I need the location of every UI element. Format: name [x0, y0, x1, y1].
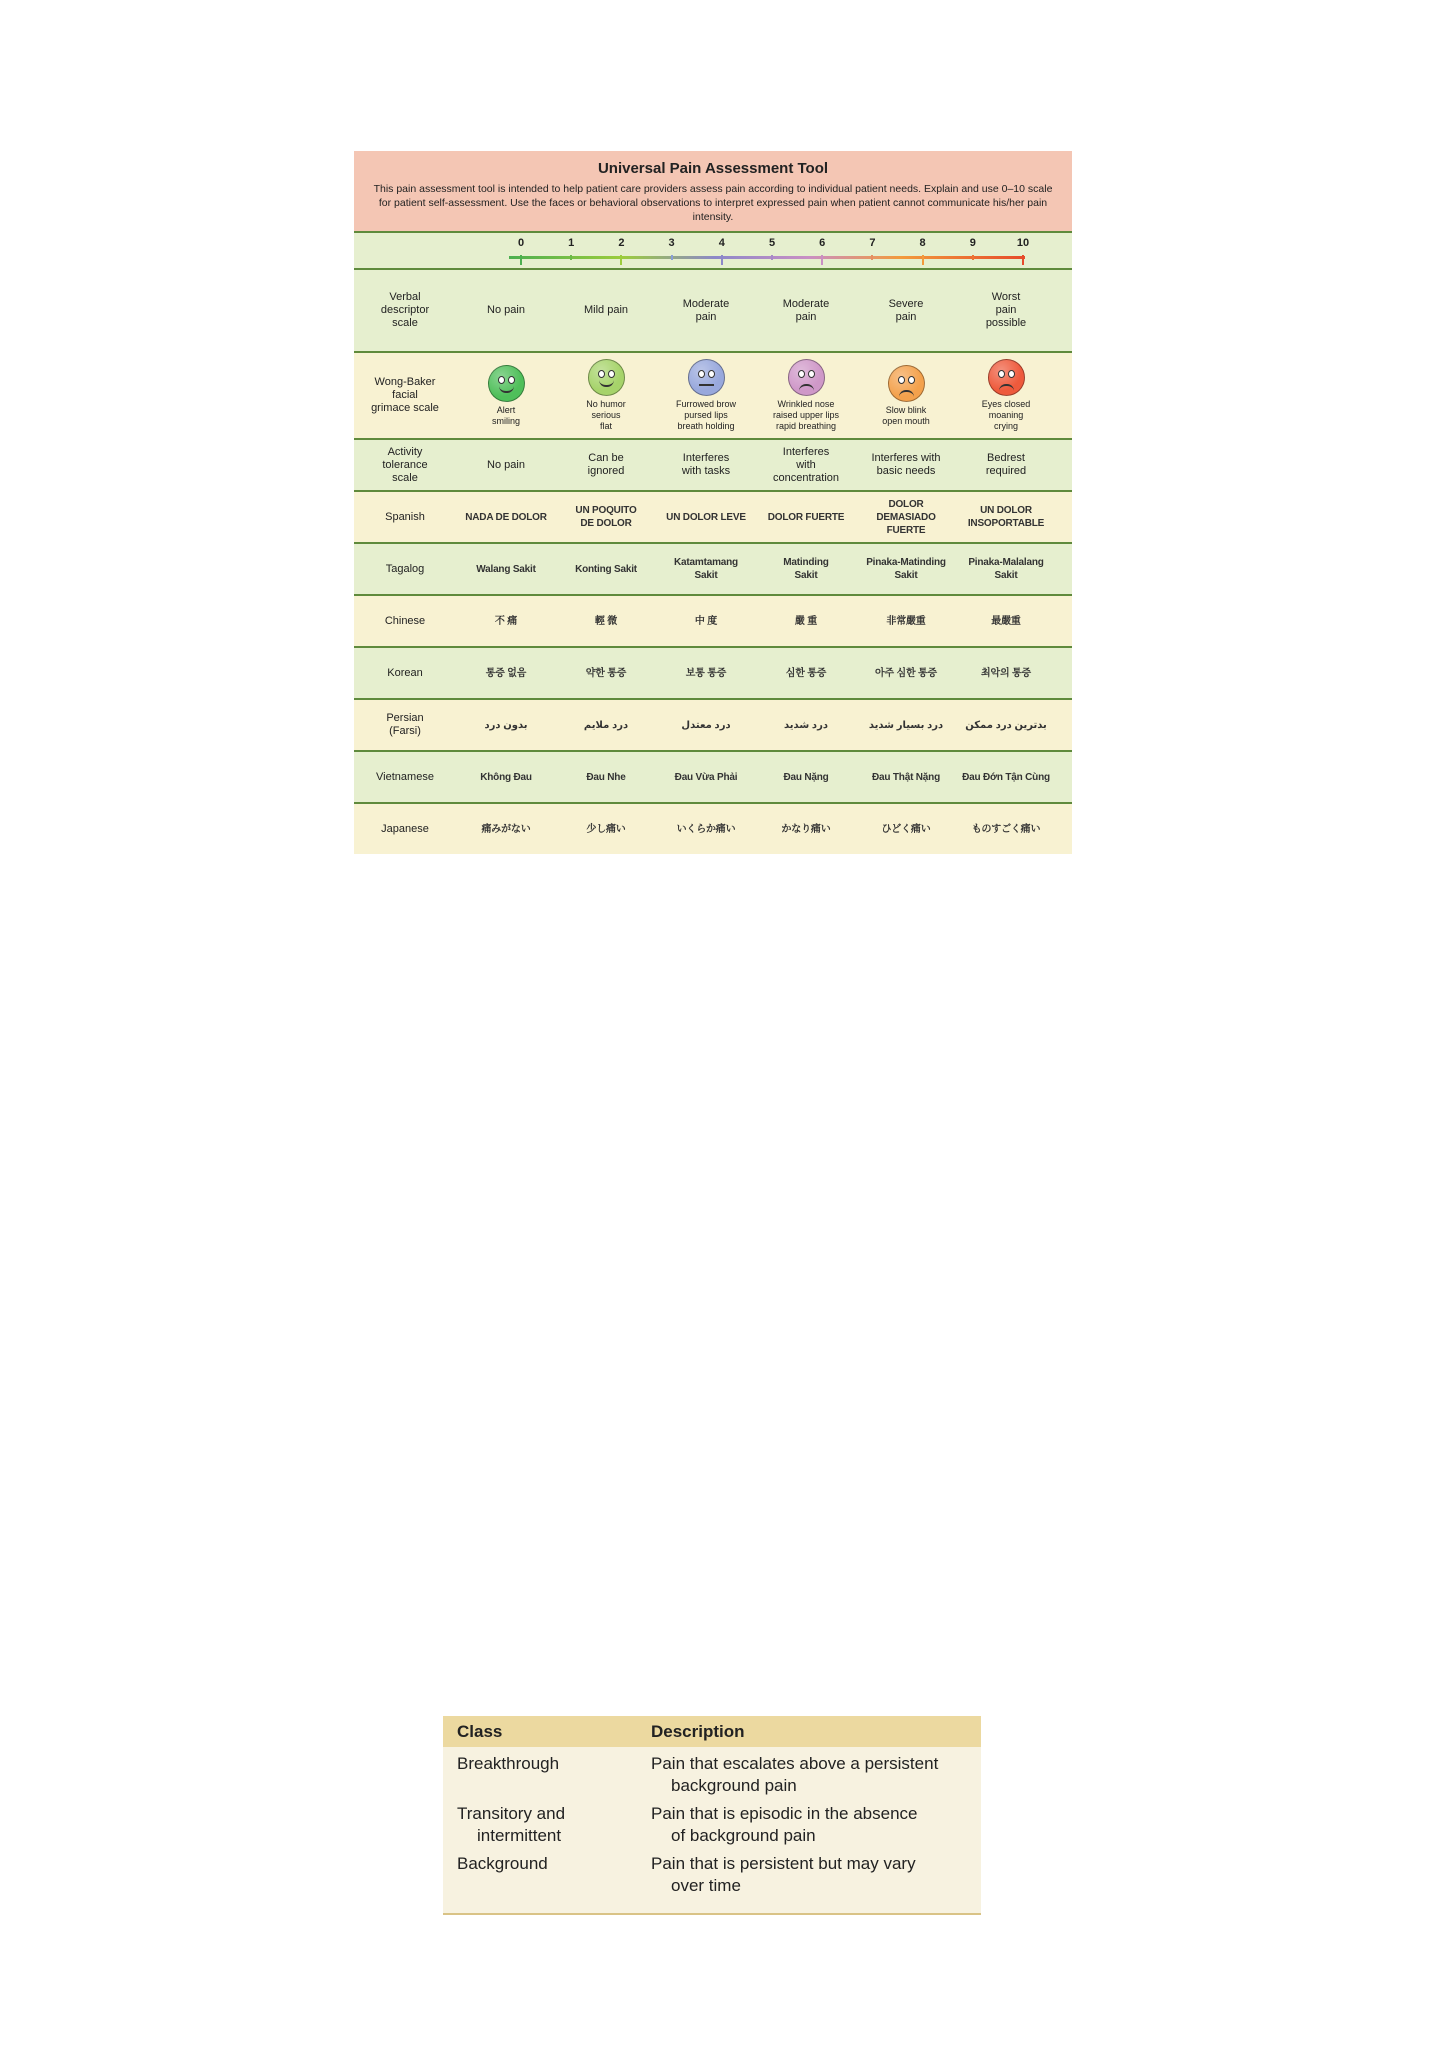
- text-line: INSOPORTABLE: [967, 518, 1045, 529]
- mouth-icon: [999, 384, 1014, 391]
- translation-cell: [956, 823, 1056, 836]
- text-line: No pain: [487, 458, 525, 471]
- text-line: DEMASIADO FUERTE: [876, 511, 936, 536]
- text-line: smiling: [491, 415, 520, 426]
- scale-cell: [956, 452, 1056, 478]
- face-description: [982, 399, 1031, 432]
- text-line: 아주 심한 통증: [875, 667, 937, 679]
- mouth-icon: [499, 386, 514, 393]
- translation-cell: [556, 615, 656, 628]
- text-line: Verbal: [389, 291, 421, 303]
- scale-cell: [556, 304, 656, 317]
- text-line: Slow blink: [885, 404, 927, 415]
- text-line: Persian: [386, 712, 424, 724]
- translation-cell: [456, 615, 556, 628]
- eye-icon: [808, 370, 815, 378]
- text-line: basic needs: [876, 465, 936, 477]
- text-line: 少し痛い: [586, 823, 626, 835]
- class-cell: [443, 1803, 651, 1847]
- scale-cell: [556, 452, 656, 478]
- text-line: Tagalog: [385, 562, 425, 575]
- text-line: Wrinkled nose: [777, 399, 835, 409]
- translation-cell: [956, 719, 1056, 732]
- text-line: 中 度: [694, 615, 718, 627]
- text-line: DOLOR: [888, 498, 924, 510]
- text-line: Can be: [588, 452, 624, 464]
- scale-tick: [871, 255, 873, 260]
- translation-cell: [756, 556, 856, 582]
- text-line: Sakit: [894, 570, 918, 581]
- text-line: Moderate: [782, 297, 830, 310]
- text-line: grimace scale: [371, 402, 439, 414]
- text-line: UN DOLOR LEVE: [666, 511, 746, 523]
- scale-number: 7: [869, 237, 876, 249]
- text-line: 不 痛: [494, 615, 518, 627]
- text-line: scale: [392, 317, 418, 329]
- face-description: [586, 399, 626, 432]
- text-line: UN DOLOR: [980, 505, 1032, 516]
- class-row: [443, 1803, 981, 1847]
- text-line: Bedrest: [987, 452, 1025, 464]
- text-line: Chinese: [384, 614, 426, 627]
- eye-icon: [708, 370, 715, 378]
- description-cell: [651, 1803, 981, 1847]
- mouth-icon: [799, 384, 814, 391]
- scale-cell: [856, 452, 956, 478]
- class-text: intermittent: [477, 1826, 562, 1845]
- translation-cell: [656, 511, 756, 524]
- translation-cell: [456, 771, 556, 784]
- text-line: Pinaka-Malalang: [968, 557, 1044, 568]
- translation-cell: [856, 615, 956, 628]
- row-label: [354, 291, 456, 330]
- text-line: Wong-Baker: [374, 376, 436, 388]
- text-line: open mouth: [882, 415, 930, 426]
- description-header: Description: [651, 1721, 745, 1741]
- face-cell: [756, 359, 856, 432]
- row-label: [354, 446, 456, 485]
- text-line: scale: [392, 471, 418, 484]
- eye-icon: [1008, 370, 1015, 378]
- translation-cell: [956, 771, 1056, 784]
- description-text: Pain that escalates above a persistent: [651, 1754, 939, 1773]
- translation-cell: [456, 719, 556, 732]
- translation-cell: [656, 719, 756, 732]
- text-line: DE DOLOR: [580, 518, 632, 529]
- face-icon: [688, 359, 725, 396]
- scale-tick: [1022, 255, 1024, 265]
- text-line: Eyes closed: [981, 399, 1031, 409]
- face-icon: [988, 359, 1025, 396]
- scale-tick: [570, 255, 572, 260]
- description-text: background pain: [671, 1776, 797, 1795]
- scale-tick: [771, 255, 773, 260]
- class-table-header: [443, 1716, 981, 1747]
- text-line: pain: [795, 310, 817, 323]
- scale-number: 4: [718, 237, 725, 249]
- text-line: breath holding: [677, 421, 735, 431]
- face-cell: [456, 365, 556, 427]
- assessment-row: [354, 490, 1072, 542]
- translation-cell: [756, 511, 856, 524]
- text-line: Đau Nhe: [586, 771, 626, 783]
- assessment-row: [354, 750, 1072, 802]
- translation-cell: [556, 667, 656, 680]
- translation-cell: [756, 667, 856, 680]
- text-line: Sakit: [694, 570, 718, 581]
- scale-number: 2: [618, 237, 625, 249]
- description-text: Pain that is episodic in the absence: [651, 1804, 918, 1823]
- class-text: Background: [457, 1854, 548, 1873]
- text-line: Worst: [991, 291, 1021, 303]
- translation-cell: [756, 771, 856, 784]
- text-line: ものすごく痛い: [971, 823, 1041, 835]
- row-label: [354, 615, 456, 628]
- text-line: 嚴 重: [794, 615, 818, 627]
- text-line: facial: [392, 389, 418, 401]
- text-line: Vietnamese: [376, 770, 434, 783]
- eye-icon: [598, 370, 605, 378]
- text-line: Moderate: [682, 297, 730, 310]
- pain-class-table: [443, 1716, 981, 1915]
- face-cell: [556, 359, 656, 432]
- translation-cell: [856, 556, 956, 582]
- class-header: Class: [457, 1721, 503, 1741]
- scale-tick: [821, 255, 823, 265]
- face-description: [676, 399, 736, 432]
- translation-cell: [456, 563, 556, 576]
- scale-cell: [456, 459, 556, 472]
- face-icon: [888, 365, 925, 402]
- text-line: Japanese: [381, 822, 429, 835]
- row-label: [354, 712, 456, 738]
- class-text: Breakthrough: [457, 1754, 560, 1773]
- text-line: Walang Sakit: [476, 563, 536, 575]
- text-line: Korean: [387, 666, 423, 679]
- text-line: ひどく痛い: [881, 823, 931, 835]
- class-cell: [443, 1753, 651, 1797]
- eye-icon: [608, 370, 615, 378]
- row-label: [354, 563, 456, 576]
- text-line: Sakit: [994, 570, 1018, 581]
- text-line: moaning: [988, 410, 1024, 420]
- scale-cell: [456, 304, 556, 317]
- text-line: Matinding: [783, 557, 829, 568]
- text-line: tolerance: [382, 458, 428, 471]
- scale-number: 9: [969, 237, 976, 249]
- translation-cell: [856, 498, 956, 537]
- text-line: 심한 통증: [785, 667, 827, 679]
- class-row: [443, 1853, 981, 1897]
- text-line: درد ملايم: [583, 719, 629, 731]
- text-line: درد معتدل: [681, 719, 731, 731]
- translation-cell: [756, 823, 856, 836]
- scale-number: 3: [668, 237, 675, 249]
- eye-icon: [908, 376, 915, 384]
- translation-cell: [556, 504, 656, 530]
- text-line: درد بسيار شديد: [868, 719, 944, 731]
- text-line: 통증 없음: [485, 667, 527, 679]
- text-line: Interferes: [782, 445, 830, 458]
- translation-cell: [956, 556, 1056, 582]
- text-line: rapid breathing: [775, 421, 837, 431]
- text-line: Katamtamang: [674, 557, 738, 568]
- text-line: 輕 微: [594, 615, 618, 627]
- eye-icon: [998, 370, 1005, 378]
- assessment-row: [354, 351, 1072, 438]
- assessment-row: [354, 646, 1072, 698]
- text-line: Không Đau: [480, 771, 532, 783]
- scale-tick: [972, 255, 974, 260]
- text-line: descriptor: [380, 304, 430, 316]
- scale-cell: [756, 446, 856, 485]
- text-line: flat: [599, 421, 612, 431]
- eye-icon: [498, 376, 505, 384]
- assessment-row: [354, 802, 1072, 854]
- class-cell: [443, 1853, 651, 1897]
- tool-header: [354, 151, 1072, 231]
- text-line: Đau Đớn Tận Cùng: [962, 771, 1050, 783]
- text-line: 약한 통증: [585, 667, 627, 679]
- translation-cell: [756, 719, 856, 732]
- eye-icon: [798, 370, 805, 378]
- translation-cell: [456, 511, 556, 524]
- text-line: Interferes: [682, 452, 730, 464]
- text-line: Severe: [888, 297, 924, 310]
- class-table-body: [443, 1747, 981, 1915]
- face-description: [492, 405, 520, 427]
- row-label: [354, 771, 456, 784]
- eye-icon: [508, 376, 515, 384]
- text-line: crying: [993, 421, 1018, 431]
- face-cell: [956, 359, 1056, 432]
- scale-number: 1: [568, 237, 575, 249]
- text-line: ignored: [587, 465, 625, 477]
- translation-cell: [756, 615, 856, 628]
- class-row: [443, 1753, 981, 1797]
- assessment-row: [354, 438, 1072, 490]
- translation-cell: [956, 615, 1056, 628]
- text-line: いくらか痛い: [676, 823, 736, 835]
- scale-gradient-line: [509, 256, 1025, 259]
- mouth-icon: [899, 390, 914, 397]
- translation-cell: [656, 556, 756, 582]
- tool-title: Universal Pain Assessment Tool: [597, 160, 829, 177]
- row-label: [354, 823, 456, 836]
- assessment-row: [354, 698, 1072, 750]
- eye-icon: [898, 376, 905, 384]
- translation-cell: [456, 823, 556, 836]
- text-line: NADA DE DOLOR: [465, 511, 547, 523]
- scale-cell: [856, 298, 956, 324]
- face-icon: [488, 365, 525, 402]
- translation-cell: [456, 667, 556, 680]
- text-line: Activity: [387, 445, 423, 458]
- translation-cell: [556, 771, 656, 784]
- text-line: 最嚴重: [991, 615, 1021, 627]
- text-line: Alert: [496, 404, 516, 415]
- text-line: pain: [895, 310, 917, 323]
- text-line: Mild pain: [583, 304, 629, 316]
- text-line: Interferes with: [871, 452, 941, 464]
- face-description: [773, 399, 839, 432]
- translation-cell: [656, 667, 756, 680]
- row-label: [354, 667, 456, 680]
- assessment-row: [354, 542, 1072, 594]
- numeric-scale: [354, 231, 1072, 270]
- face-icon: [588, 359, 625, 396]
- eye-icon: [698, 370, 705, 378]
- description-text: of background pain: [671, 1826, 816, 1845]
- translation-cell: [656, 615, 756, 628]
- row-label: [354, 511, 456, 524]
- text-line: 非常嚴重: [886, 615, 926, 627]
- scale-cell: [756, 298, 856, 324]
- translation-cell: [956, 504, 1056, 530]
- text-line: بدون درد: [484, 719, 528, 731]
- scale-number: 0: [517, 237, 525, 249]
- text-line: possible: [985, 317, 1027, 329]
- translation-cell: [956, 667, 1056, 680]
- scale-tick: [922, 255, 924, 265]
- assessment-row: [354, 268, 1072, 351]
- text-line: with tasks: [681, 465, 731, 477]
- text-line: かなり痛い: [781, 823, 831, 835]
- text-line: 보통 통증: [685, 667, 727, 679]
- text-line: No pain: [487, 304, 525, 316]
- text-line: درد شديد: [784, 719, 828, 731]
- text-line: required: [985, 465, 1027, 477]
- text-line: Đau Thật Nặng: [872, 771, 940, 783]
- face-description: [882, 405, 930, 427]
- text-line: pain: [695, 310, 717, 323]
- text-line: pain: [995, 304, 1017, 316]
- translation-cell: [856, 719, 956, 732]
- scale-cell: [956, 291, 1056, 330]
- translation-cell: [556, 563, 656, 576]
- mouth-icon: [599, 380, 614, 387]
- text-line: Konting Sakit: [575, 563, 637, 575]
- text-line: (Farsi): [389, 725, 421, 737]
- scale-cell: [656, 298, 756, 324]
- text-line: بدترين درد ممكن: [965, 719, 1047, 731]
- text-line: DOLOR FUERTE: [767, 511, 845, 523]
- text-line: UN POQUITO: [575, 505, 637, 516]
- tool-intro: This pain assessment tool is intended to help patient care providers assess pain according to individual patient needs. Explain and use 0–10 scale for patient self-assessment. Use the faces or behavioral observations to interpret expressed pain when patient cannot communicate his/her pain intensity.: [373, 183, 1053, 223]
- text-line: concentration: [772, 471, 840, 484]
- scale-tick: [721, 255, 723, 265]
- text-line: Pinaka-Matinding: [866, 557, 946, 568]
- scale-number: 6: [819, 237, 826, 249]
- face-cell: [856, 365, 956, 427]
- scale-tick: [520, 255, 522, 265]
- translation-cell: [856, 823, 956, 836]
- translation-cell: [556, 823, 656, 836]
- assessment-row: [354, 594, 1072, 646]
- translation-cell: [556, 719, 656, 732]
- translation-cell: [656, 771, 756, 784]
- scale-number: 8: [919, 237, 926, 249]
- text-line: Đau Nặng: [783, 771, 829, 783]
- text-line: Spanish: [385, 510, 425, 523]
- translation-cell: [856, 771, 956, 784]
- description-cell: [651, 1853, 981, 1897]
- pain-assessment-tool: [354, 151, 1072, 835]
- scale-tick: [671, 255, 673, 260]
- text-line: raised upper lips: [772, 410, 840, 420]
- text-line: 痛みがない: [481, 823, 531, 835]
- mouth-icon: [699, 384, 714, 386]
- class-text: Transitory and: [457, 1804, 566, 1823]
- text-line: No humor: [586, 399, 626, 409]
- translation-cell: [856, 667, 956, 680]
- text-line: 최악의 통증: [981, 667, 1031, 679]
- scale-number: 5: [768, 237, 776, 249]
- text-line: Furrowed brow: [675, 399, 737, 409]
- scale-tick: [620, 255, 622, 265]
- description-cell: [651, 1753, 981, 1797]
- description-text: Pain that is persistent but may vary: [651, 1854, 916, 1873]
- text-line: Đau Vừa Phải: [674, 771, 738, 783]
- translation-cell: [656, 823, 756, 836]
- row-label: [354, 376, 456, 415]
- text-line: serious: [591, 410, 621, 420]
- text-line: Sakit: [794, 570, 818, 581]
- scale-cell: [656, 452, 756, 478]
- description-text: over time: [671, 1876, 741, 1895]
- scale-number: 10: [1016, 237, 1030, 249]
- face-cell: [656, 359, 756, 432]
- text-line: with: [796, 458, 816, 471]
- text-line: pursed lips: [684, 410, 728, 420]
- face-icon: [788, 359, 825, 396]
